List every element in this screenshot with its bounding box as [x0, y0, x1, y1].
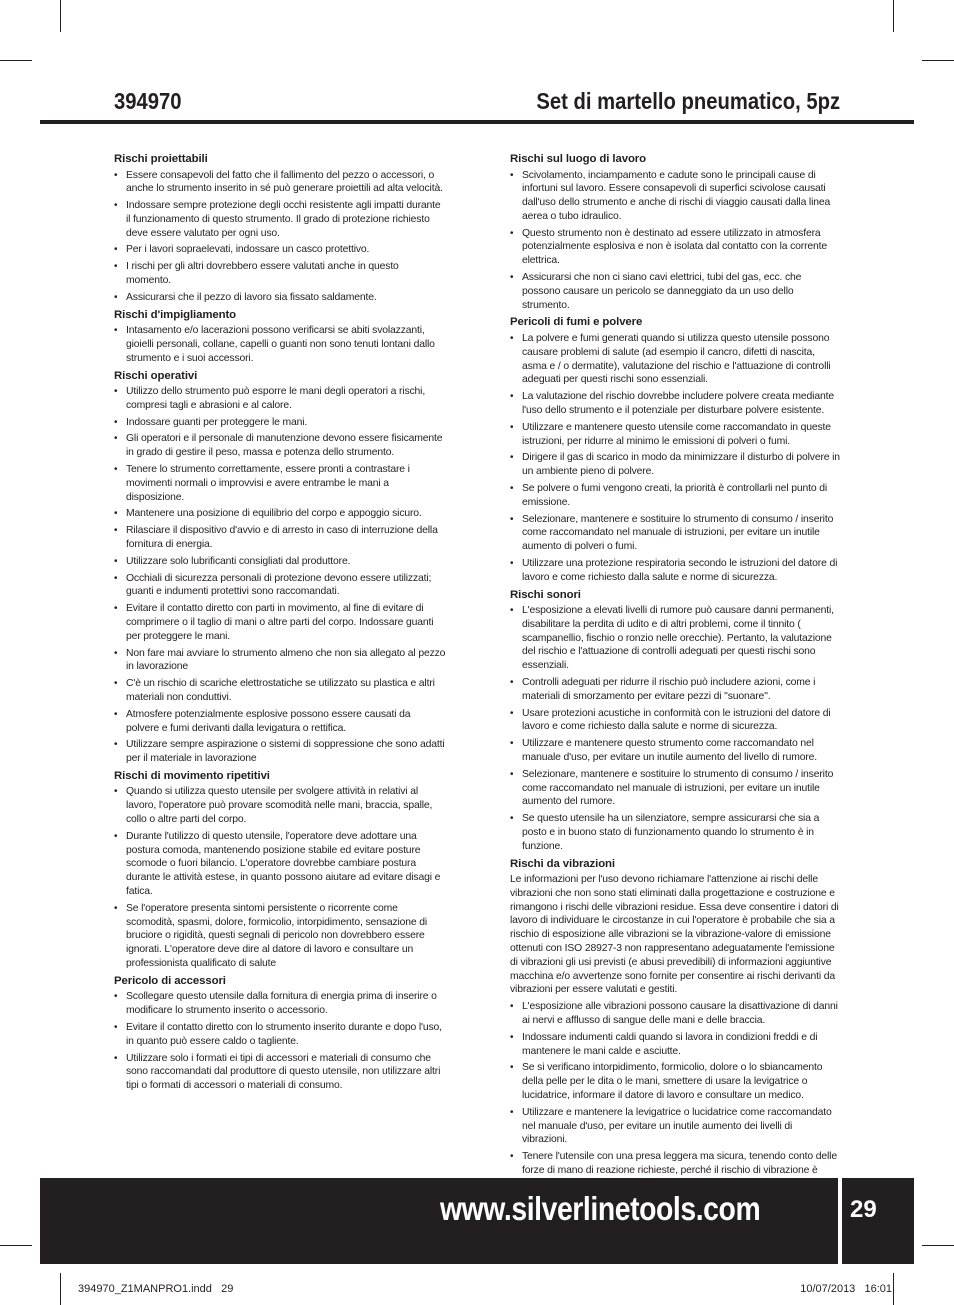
- section: [114, 974, 446, 1093]
- crop-mark: [893, 1273, 894, 1305]
- crop-mark: [922, 1245, 954, 1246]
- bullet-item: • Tenere l'utensile con una presa leggera ma sicura, tenendo conto delle forze di mano di reazione richieste, perché il rischio di vibrazione è: [510, 1150, 840, 1191]
- bullet-item: • L'esposizione alle vibrazioni possono causare la disattivazione di danni ai nervi e afflusso di sangue delle mani e delle braccia.: [510, 1000, 840, 1028]
- header-rule: [40, 120, 914, 124]
- bullet-item: • Utilizzare solo i formati ei tipi di accessori e materiali di consumo che sono raccomandati dal produttore di questo utensile, non utilizzare altri tipi o formati di accessori o materiali di consumo.: [114, 1052, 446, 1093]
- bullet-item: • Intasamento e/o lacerazioni possono verificarsi se abiti svolazzanti, gioielli personali, collane, capelli o guanti non sono tenuti lontani dallo strumento e i suoi accessori.: [114, 324, 446, 365]
- section: [114, 369, 446, 766]
- bullet-item: • Evitare il contatto diretto con lo strumento inserito durante e dopo l'uso, in quanto può essere caldo o tagliente.: [114, 1021, 446, 1049]
- bullet-item: • C'è un rischio di scariche elettrostatiche se utilizzato su plastica e altri materiali non conduttivi.: [114, 677, 446, 705]
- section: [510, 857, 840, 1192]
- bullet-item: • Assicurarsi che il pezzo di lavoro sia fissato saldamente.: [114, 291, 446, 305]
- bullet-item: • Controlli adeguati per ridurre il rischio può includere azioni, come i materiali di smorzamento per evitare pezzi di "suonare".: [510, 676, 840, 704]
- section: [510, 152, 840, 312]
- section-heading: Rischi da vibrazioni: [510, 857, 615, 870]
- section-heading: Rischi proiettabili: [114, 153, 208, 165]
- left-column: [114, 152, 446, 1096]
- bullet-item: • Utilizzare e mantenere questo strumento come raccomandato nel manuale d'uso, per evitare un inutile aumento del livello di rumore.: [510, 737, 840, 765]
- bullet-list: [510, 169, 840, 313]
- section-intro: Le informazioni per l'uso devono richiamare l'attenzione ai rischi delle vibrazioni che non sono stati eliminati dalla progettazione e costruzione e rimangono i rischi delle vibrazioni residue. Essa deve consentire i datori di lavoro di individuare le circostanze in cui l'operatore è probabile che sia a rischio di esposizione alle vibrazioni se la vibrazione-valore di emissione ottenuti con ISO 28927-3 non rappresentano adeguatamente l'emissione di vibrazioni gli usi previsti (e abusi prevedibili) di informazioni aggiuntive macchina e/o avvertenze sono fornite per consentire ai rischi derivanti da vibrazioni per essere valutati e gestiti.: [510, 874, 839, 996]
- section: [114, 769, 446, 971]
- footer-divider: [838, 1178, 842, 1264]
- bullet-item: • Non fare mai avviare lo strumento almeno che non sia allegato al pezzo in lavorazione: [114, 647, 446, 675]
- bullet-item: • Assicurarsi che non ci siano cavi elettrici, tubi del gas, ecc. che possono causare un pericolo se danneggiato da un uso dello strumento.: [510, 271, 840, 312]
- bullet-item: • Utilizzare e mantenere questo utensile come raccomandato in queste istruzioni, per ridurre al minimo le emissioni di polveri o fumi.: [510, 421, 840, 449]
- right-column: [510, 152, 840, 1195]
- bullet-list: [114, 990, 446, 1093]
- section-heading: Rischi sonori: [510, 588, 581, 601]
- bullet-item: • Evitare il contatto diretto con parti in movimento, al fine di evitare di comprimere o il taglio di mani o altre parti del corpo. Indossare guanti per proteggere le mani.: [114, 602, 446, 643]
- bullet-item: • Utilizzare solo lubrificanti consigliati dal produttore.: [114, 555, 446, 569]
- bullet-item: • Scivolamento, inciampamento e cadute sono le principali cause di infortuni sul lavoro. Essere consapevoli di superfici scivolose causati dall'uso dello strumento e anche di rischi di viaggio causati dalla linea aerea o tubo idraulico.: [510, 169, 840, 224]
- bullet-item: • L'esposizione a elevati livelli di rumore può causare danni permanenti, disabilitare la perdita di udito e di altri problemi, come il tinnito ( scampanellio, fischio o ronzio nelle orecchie). Pertanto, la valutazione del rischio e l'attuazione di controlli adeguati per questi rischi sono essenziali.: [510, 604, 840, 673]
- bullet-item: • I rischi per gli altri dovrebbero essere valutati anche in questo momento.: [114, 260, 446, 288]
- page-title: Set di martello pneumatico, 5pz: [536, 88, 840, 114]
- section: [114, 152, 446, 305]
- bullet-item: • Atmosfere potenzialmente esplosive possono essere causati da polvere e fumi derivanti dalla levigatura o rettifica.: [114, 708, 446, 736]
- bullet-item: • Occhiali di sicurezza personali di protezione devono essere utilizzati; guanti e indumenti protettivi sono raccomandati.: [114, 572, 446, 600]
- crop-mark: [60, 1273, 61, 1305]
- bullet-item: • Utilizzare sempre aspirazione o sistemi di soppressione che sono adatti per il materiale in lavorazione: [114, 738, 446, 766]
- section-heading: Rischi di movimento ripetitivi: [114, 769, 270, 782]
- bullet-item: • La valutazione del rischio dovrebbe includere polvere creata mediante l'uso dello strumento e il potenziale per disturbare polvere esistente.: [510, 390, 840, 418]
- section-heading: Rischi d'impigliamento: [114, 308, 237, 321]
- bullet-item: • Indossare guanti per proteggere le mani.: [114, 416, 446, 430]
- crop-mark: [893, 0, 894, 32]
- bullet-item: • Se polvere o fumi vengono creati, la priorità è controllarli nel punto di emissione.: [510, 482, 840, 510]
- crop-mark: [0, 1245, 32, 1246]
- crop-mark: [922, 60, 954, 61]
- bullet-item: • Utilizzare una protezione respiratoria secondo le istruzioni del datore di lavoro e come richiesto dalla salute e norme di sicurezza.: [510, 557, 840, 585]
- slug-datetime: 10/07/2013 16:01: [800, 1283, 892, 1295]
- bullet-item: • Rilasciare il dispositivo d'avvio e di arresto in caso di interruzione della fornitura di energia.: [114, 524, 446, 552]
- product-code: 394970: [114, 88, 182, 114]
- bullet-list: [114, 785, 446, 970]
- bullet-item: • Dirigere il gas di scarico in modo da minimizzare il disturbo di polvere in un ambiente pieno di polvere.: [510, 451, 840, 479]
- bullet-item: • Questo strumento non è destinato ad essere utilizzato in atmosfera potenzialmente esplosiva e non è isolata dal contatto con la corrente elettrica.: [510, 227, 840, 268]
- bullet-item: • Mantenere una posizione di equilibrio del corpo e appoggio sicuro.: [114, 507, 446, 521]
- website-url[interactable]: www.silverlinetools.com: [440, 1190, 761, 1227]
- page-number: 29: [850, 1196, 877, 1223]
- section-heading: Rischi operativi: [114, 369, 198, 382]
- bullet-item: • Tenere lo strumento correttamente, essere pronti a contrastare i movimenti normali o improvvisi e avere entrambe le mani a disposizione.: [114, 463, 446, 504]
- crop-mark: [0, 60, 32, 61]
- section: [510, 315, 840, 584]
- crop-mark: [60, 0, 61, 32]
- section-heading: Rischi sul luogo di lavoro: [510, 153, 647, 165]
- bullet-item: • Se si verificano intorpidimento, formicolio, dolore o lo sbiancamento della pelle per le dita o le mani, smettere di usare la levigatrice o lucidatrice, informare il datore di lavoro e consultare un medico.: [510, 1061, 840, 1102]
- bullet-item: • Essere consapevoli del fatto che il fallimento del pezzo o accessori, o anche lo strumento inserito in sé può generare proiettili ad alta velocità.: [114, 169, 446, 197]
- section: [510, 588, 840, 854]
- bullet-list: [114, 385, 446, 766]
- bullet-item: • Indossare sempre protezione degli occhi resistente agli impatti durante il funzionamento di questo strumento. Il grado di protezione richiesto deve essere valutato per ogni uso.: [114, 199, 446, 240]
- bullet-item: • Se questo utensile ha un silenziatore, sempre assicurarsi che sia a posto e in buono stato di funzionamento quando lo strumento è in funzione.: [510, 812, 840, 853]
- slug-file: 394970_Z1MANPRO1.indd 29: [78, 1283, 234, 1295]
- bullet-item: • Quando si utilizza questo utensile per svolgere attività in relativi al lavoro, l'operatore può provare scomodità nelle mani, braccia, spalle, collo o altre parti del corpo.: [114, 785, 446, 826]
- bullet-item: • Utilizzo dello strumento può esporre le mani degli operatori a rischi, compresi tagli e abrasioni e al calore.: [114, 385, 446, 413]
- section-heading: Pericoli di fumi e polvere: [510, 316, 643, 329]
- bullet-item: • Per i lavori sopraelevati, indossare un casco protettivo.: [114, 243, 446, 257]
- bullet-item: • Scollegare questo utensile dalla fornitura di energia prima di inserire o modificare lo strumento inserito o accessorio.: [114, 990, 446, 1018]
- bullet-list: [510, 332, 840, 585]
- bullet-list: [510, 604, 840, 854]
- section: [114, 308, 446, 366]
- bullet-item: • Durante l'utilizzo di questo utensile, l'operatore deve adottare una postura comoda, mantenendo posizione stabile ed evitare posture scomode o fuori bilancio. L'operatore dovrebbe cambiare postura durante le attività estese, in quanto possono aiutare ad evitare disagi e fatica.: [114, 830, 446, 899]
- bullet-item: • Selezionare, mantenere e sostituire lo strumento di consumo / inserito come raccomandato nel manuale di istruzioni, per evitare un inutile aumento del rumore.: [510, 768, 840, 809]
- bullet-list: [510, 1000, 840, 1191]
- bullet-item: • Usare protezioni acustiche in conformità con le istruzioni del datore di lavoro e come richiesto dalla salute e norme di sicurezza.: [510, 707, 840, 735]
- bullet-item: • Indossare indumenti caldi quando si lavora in condizioni freddi e di mantenere le mani calde e asciutte.: [510, 1031, 840, 1059]
- bullet-item: • Gli operatori e il personale di manutenzione devono essere fisicamente in grado di gestire il peso, massa e potenza dello strumento.: [114, 432, 446, 460]
- bullet-item: • Utilizzare e mantenere la levigatrice o lucidatrice come raccomandato nel manuale d'uso, per evitare un inutile aumento dei livelli di vibrazioni.: [510, 1106, 840, 1147]
- bullet-list: [114, 169, 446, 305]
- section-heading: Pericolo di accessori: [114, 974, 226, 987]
- bullet-item: • Se l'operatore presenta sintomi persistente o ricorrente come scomodità, spasmi, dolore, formicolio, intorpidimento, sensazione di bruciore o rigidità, questi segnali di pericolo non dovrebbero essere ignorati. L'operatore deve dire al datore di lavoro e consultare un professionista qualificato di salute: [114, 902, 446, 971]
- bullet-item: • Selezionare, mantenere e sostituire lo strumento di consumo / inserito come raccomandato nel manuale di istruzioni, per evitare un inutile aumento di polveri o fumi.: [510, 513, 840, 554]
- page-header: [40, 84, 914, 126]
- bullet-item: • La polvere e fumi generati quando si utilizza questo utensile possono causare problemi di salute (ad esempio il cancro, difetti di nascita, asma e / o dermatite), valutazione del rischio e l'attuazione di controlli adeguati per questi rischi sono essenziali.: [510, 332, 840, 387]
- bullet-list: [114, 324, 446, 365]
